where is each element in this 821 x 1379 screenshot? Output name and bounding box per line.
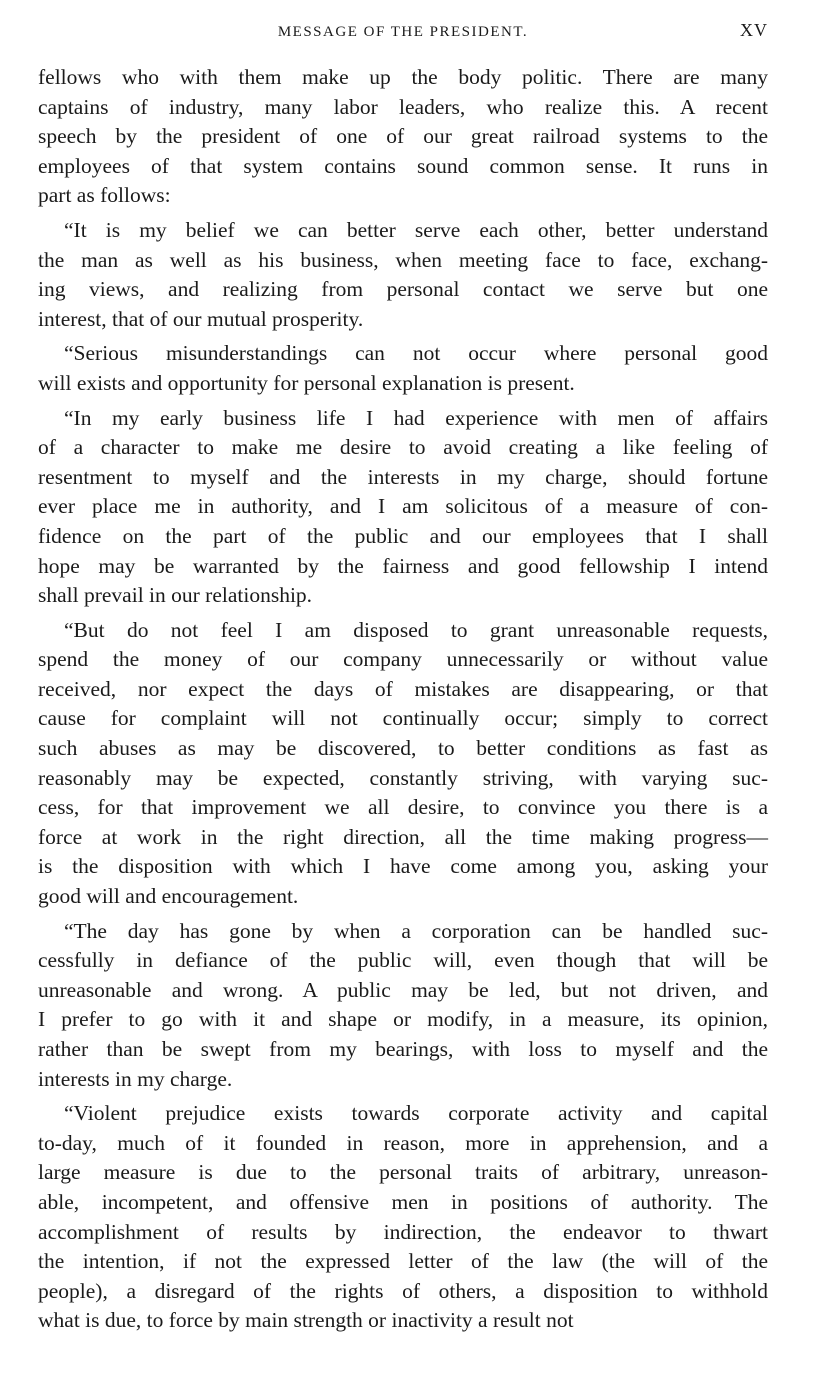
text-line: accomplishment of results by indirection, the endeavor to thwart [38,1219,768,1244]
text-line: speech by the president of one of our great railroad systems to the [38,124,768,149]
text-line: “Violent prejudice exists towards corporate activity and capital [64,1101,768,1126]
body-text [38,63,768,1341]
text-line: force at work in the right direction, all the time making progress— [38,824,768,849]
text-line: fellows who with them make up the body politic. There are many [38,65,768,89]
text-line: what is due, to force by main strength or inactivity a result not [38,1308,574,1333]
page-number: XV [740,20,768,40]
text-line: interests in my charge. [38,1066,233,1091]
text-line: people), a disregard of the rights of others, a disposition to withhold [38,1278,768,1303]
text-line: “But do not feel I am disposed to grant unreasonable requests, [64,617,768,642]
text-line: cessfully in defiance of the public will, even though that will be [38,948,768,973]
text-line: such abuses as may be discovered, to better conditions as fast as [38,736,768,761]
text-line: spend the money of our company unnecessarily or without value [38,647,768,672]
text-line: ever place me in authority, and I am solicitous of a measure of con- [38,494,768,519]
text-line: able, incompetent, and offensive men in positions of authority. The [38,1189,768,1214]
text-line: “Serious misunderstandings can not occur where personal good [64,341,768,366]
text-line: the intention, if not the expressed letter of the law (the will of the [38,1249,768,1274]
text-line: “It is my belief we can better serve each other, better understand [64,217,768,242]
text-line: employees of that system contains sound common sense. It runs in [38,153,768,178]
text-line: ing views, and realizing from personal contact we serve but one [38,277,768,302]
text-line: “In my early business life I had experience with men of affairs [64,405,768,430]
text-line: shall prevail in our relationship. [38,583,313,608]
paragraph [38,917,768,1095]
text-line: hope may be warranted by the fairness and good fellowship I intend [38,553,768,578]
paragraph [38,339,768,398]
text-line: fidence on the part of the public and our employees that I shall [38,523,768,548]
running-head [38,20,768,48]
text-line: cess, for that improvement we all desire, to convince you there is a [38,795,768,820]
text-line: interest, that of our mutual prosperity. [38,306,364,331]
paragraph [38,616,768,912]
paragraph [38,1099,768,1336]
text-line: will exists and opportunity for personal explanation is present. [38,370,575,395]
text-line: resentment to myself and the interests in my charge, should fortune [38,464,768,489]
text-line: captains of industry, many labor leaders, who realize this. A recent [38,94,768,119]
paragraph [38,404,768,611]
text-line: “The day has gone by when a corporation can be handled suc- [64,918,768,943]
text-line: unreasonable and wrong. A public may be led, but not driven, and [38,977,768,1002]
text-line: cause for complaint will not continually occur; simply to correct [38,706,768,731]
text-line: the man as well as his business, when meeting face to face, exchang- [38,247,768,272]
text-line: to-day, much of it founded in reason, more in apprehension, and a [38,1130,768,1155]
text-line: is the disposition with which I have come among you, asking your [38,854,768,879]
running-title: MESSAGE OF THE PRESIDENT. [277,24,529,40]
paragraph [38,63,768,211]
text-line: I prefer to go with it and shape or modify, in a measure, its opinion, [38,1007,768,1032]
paragraph [38,216,768,334]
text-line: rather than be swept from my bearings, with loss to myself and the [38,1037,768,1061]
text-line: good will and encouragement. [38,884,299,909]
text-line: of a character to make me desire to avoid creating a like feeling of [38,435,768,460]
text-line: part as follows: [38,183,171,208]
text-line: received, nor expect the days of mistakes are disappearing, or that [38,676,768,701]
text-line: reasonably may be expected, constantly striving, with varying suc- [38,765,768,790]
text-line: large measure is due to the personal traits of arbitrary, unreason- [38,1160,768,1185]
